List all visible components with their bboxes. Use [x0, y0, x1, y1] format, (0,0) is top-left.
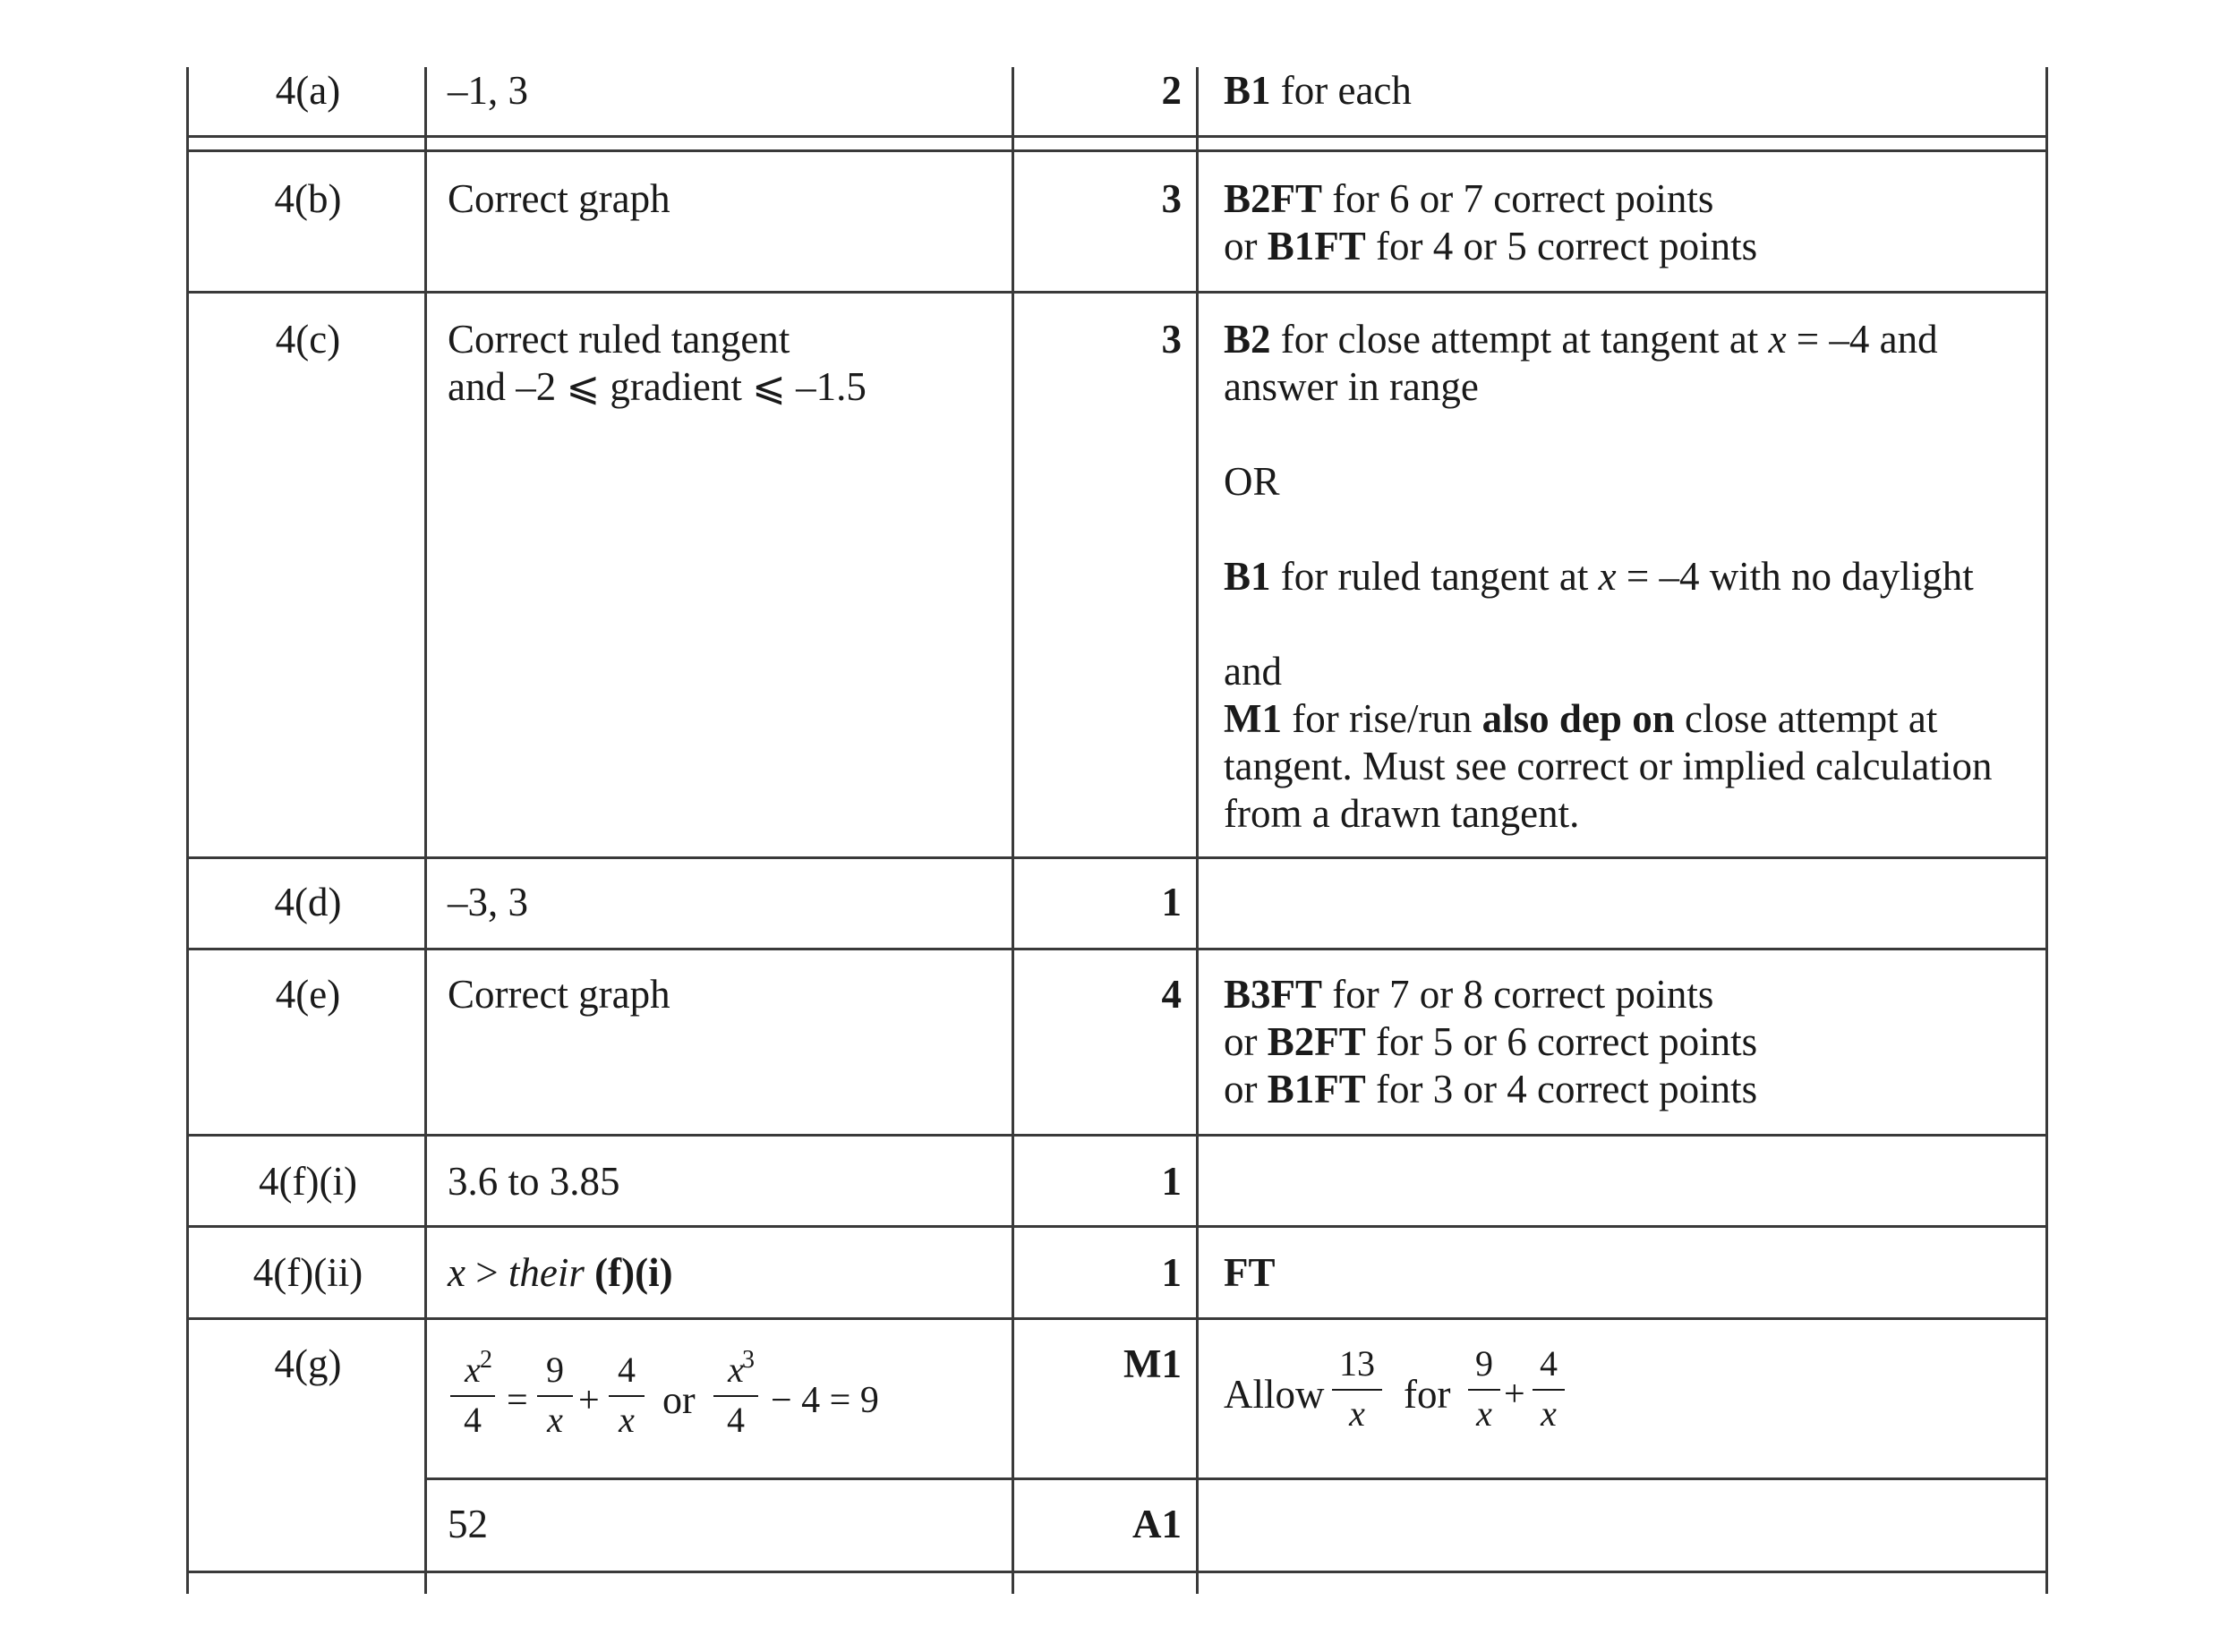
denominator: x	[547, 1400, 563, 1440]
row-divider	[424, 1477, 2048, 1480]
fraction-13-over-x	[1332, 1344, 1382, 1434]
guidance-text	[1224, 1249, 1276, 1297]
bold-text: B1	[1224, 554, 1271, 599]
answer-text: and –2 ⩽ gradient ⩽ –1.5	[448, 364, 867, 409]
bold-text: M1	[1224, 696, 1282, 741]
bold-text: B2	[1224, 317, 1271, 362]
answer-text	[448, 1249, 673, 1297]
guidance-text	[1224, 695, 1937, 743]
bold-text: also dep on	[1481, 696, 1675, 741]
bold-text: B1FT	[1267, 224, 1366, 268]
marks: 1	[1161, 880, 1182, 924]
numerator: 4	[618, 1350, 636, 1390]
question-number: 4(d)	[274, 880, 342, 924]
row-divider	[186, 149, 2048, 152]
guidance-text	[1224, 1018, 1757, 1066]
text-segment: answer in range	[1224, 364, 1479, 409]
denominator: x	[619, 1400, 635, 1440]
answer-text: Correct graph	[448, 972, 670, 1017]
numerator: x	[728, 1350, 744, 1390]
plus-sign: +	[1504, 1374, 1525, 1415]
guidance-text	[1224, 971, 1713, 1018]
text-segment: close attempt at	[1674, 696, 1938, 741]
marks: 1	[1161, 1159, 1182, 1204]
denominator: x	[1476, 1393, 1492, 1434]
question-number: 4(c)	[275, 317, 341, 362]
for-text: for	[1404, 1372, 1451, 1417]
bold-text: B2FT	[1224, 176, 1323, 221]
marks: A1	[1132, 1502, 1182, 1546]
question-number: 4(f)(ii)	[252, 1250, 363, 1295]
italic-text: x	[448, 1250, 465, 1295]
denominator: 4	[727, 1400, 745, 1440]
guidance-text	[1224, 175, 1713, 223]
column-divider-answer	[1012, 67, 1014, 1594]
fraction-9-over-x	[1468, 1344, 1500, 1434]
text-segment	[585, 1250, 594, 1295]
bold-text: B1FT	[1267, 1067, 1366, 1111]
text-segment: for 4 or 5 correct points	[1365, 224, 1758, 268]
text-segment: = –4 and	[1786, 317, 1938, 362]
guidance-text	[1224, 458, 1280, 506]
or-text: or	[662, 1378, 696, 1422]
question-number: 4(e)	[275, 972, 341, 1017]
plus-sign: +	[578, 1380, 600, 1421]
marks: 2	[1161, 68, 1182, 113]
text-segment: for rise/run	[1281, 696, 1482, 741]
answer-text: Correct graph	[448, 176, 670, 221]
fraction-4-over-x	[609, 1350, 645, 1440]
text-segment: >	[465, 1250, 508, 1295]
answer-text: –1, 3	[448, 68, 528, 113]
text-segment: for 5 or 6 correct points	[1365, 1019, 1758, 1064]
italic-text: x	[1598, 554, 1617, 599]
numerator: 9	[546, 1350, 564, 1390]
row-divider	[186, 1317, 2048, 1320]
guidance-text	[1224, 553, 1974, 600]
question-number: 4(g)	[274, 1341, 342, 1386]
exponent: 3	[742, 1346, 755, 1374]
fraction-9-over-x	[537, 1350, 573, 1440]
text-segment: OR	[1224, 459, 1280, 504]
guidance-text	[1224, 648, 1282, 695]
marks: 1	[1161, 1250, 1182, 1295]
marks: 4	[1161, 972, 1182, 1017]
guidance-text	[1224, 67, 1412, 115]
equation-remainder: − 4 = 9	[771, 1380, 879, 1421]
text-segment: for 7 or 8 correct points	[1322, 972, 1714, 1017]
equals-sign: =	[507, 1380, 528, 1421]
guidance-text	[1224, 316, 1938, 363]
answer-text: –3, 3	[448, 880, 528, 924]
numerator: 4	[1540, 1343, 1558, 1384]
text-segment: or	[1224, 224, 1268, 268]
row-divider	[186, 1134, 2048, 1137]
bold-text: FT	[1224, 1250, 1276, 1295]
text-segment: for close attempt at tangent at	[1270, 317, 1769, 362]
text-segment: from a drawn tangent.	[1224, 791, 1580, 836]
numerator: x	[465, 1350, 481, 1390]
row-divider	[186, 291, 2048, 294]
text-segment: for each	[1270, 68, 1412, 113]
answer-text: 3.6 to 3.85	[448, 1159, 620, 1204]
marks: M1	[1123, 1341, 1182, 1386]
exponent: 2	[480, 1346, 492, 1374]
question-number: 4(a)	[275, 68, 341, 113]
answer-text: Correct ruled tangent	[448, 317, 790, 362]
bold-text: B2FT	[1267, 1019, 1366, 1064]
marks: 3	[1161, 317, 1182, 362]
bold-text: B3FT	[1224, 972, 1323, 1017]
guidance-text	[1224, 743, 1992, 790]
question-number: 4(b)	[274, 176, 342, 221]
row-divider	[186, 1571, 2048, 1573]
fraction-4-over-x	[1533, 1344, 1565, 1434]
guidance-text	[1224, 223, 1757, 270]
row-divider	[186, 948, 2048, 950]
marks: 3	[1161, 176, 1182, 221]
text-segment: and	[1224, 649, 1282, 694]
italic-text: their	[508, 1250, 585, 1295]
text-segment: = –4 with no daylight	[1616, 554, 1974, 599]
denominator: x	[1541, 1393, 1557, 1434]
numerator: 9	[1475, 1343, 1493, 1384]
allow-text: Allow	[1224, 1372, 1325, 1417]
denominator: x	[1349, 1393, 1365, 1434]
italic-text: x	[1768, 317, 1787, 362]
row-divider	[186, 135, 2048, 138]
text-segment: for 3 or 4 correct points	[1365, 1067, 1758, 1111]
denominator: 4	[464, 1400, 482, 1440]
answer-text: 52	[448, 1502, 488, 1546]
bold-text: (f)(i)	[594, 1250, 673, 1295]
text-segment: for ruled tangent at	[1270, 554, 1599, 599]
table-border-right	[2045, 67, 2048, 1594]
question-number: 4(f)(i)	[259, 1159, 357, 1204]
row-divider	[186, 1225, 2048, 1228]
text-segment: or	[1224, 1019, 1268, 1064]
text-segment: for 6 or 7 correct points	[1322, 176, 1714, 221]
text-segment: or	[1224, 1067, 1268, 1111]
bold-text: B1	[1224, 68, 1271, 113]
guidance-text	[1224, 790, 1579, 838]
row-divider	[186, 856, 2048, 859]
text-segment: tangent. Must see correct or implied calculation	[1224, 744, 1993, 788]
guidance-text	[1224, 1066, 1757, 1113]
numerator: 13	[1339, 1343, 1375, 1384]
column-divider-marks	[1196, 67, 1199, 1594]
guidance-text	[1224, 363, 1479, 411]
